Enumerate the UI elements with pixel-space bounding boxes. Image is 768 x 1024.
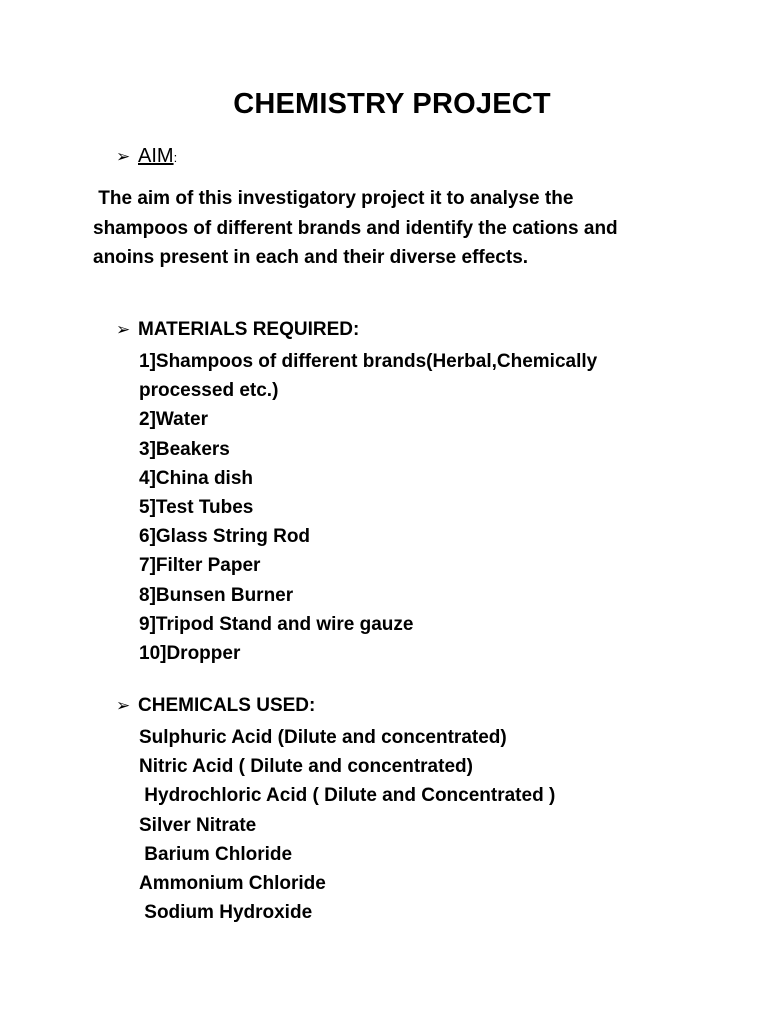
aim-colon: :: [173, 150, 178, 165]
list-item: Hydrochloric Acid ( Dilute and Concentrated ): [139, 785, 556, 807]
materials-heading: [116, 319, 359, 341]
aim-heading: [116, 145, 177, 168]
aim-paragraph: The aim of this investigatory project it to analyse the shampoos of different brands and identify the cations and anoins present in each and their diverse effects.: [93, 188, 618, 268]
list-item: Sodium Hydroxide: [139, 902, 313, 924]
list-item: 5]Test Tubes: [139, 497, 254, 519]
arrowhead-bullet-icon: ➢: [116, 320, 131, 339]
page-title: CHEMISTRY PROJECT: [233, 88, 551, 120]
list-item: 1]Shampoos of different brands(Herbal,Chemically: [139, 351, 598, 372]
list-item: Ammonium Chloride: [139, 873, 326, 895]
list-item: 6]Glass String Rod: [139, 526, 311, 548]
list-item: Barium Chloride: [139, 843, 293, 865]
arrowhead-bullet-icon: ➢: [116, 147, 131, 166]
list-item: 7]Filter Paper: [139, 555, 261, 577]
list-item: Nitric Acid ( Dilute and concentrated): [139, 756, 473, 778]
list-item: 8]Bunsen Burner: [139, 584, 294, 606]
list-item: 9]Tripod Stand and wire gauze: [139, 613, 414, 635]
arrowhead-bullet-icon: ➢: [116, 696, 131, 715]
chemicals-heading: [116, 695, 315, 717]
list-item: Sulphuric Acid (Dilute and concentrated): [139, 727, 507, 748]
list-item: processed etc.): [139, 380, 279, 402]
aim-label: AIM: [138, 145, 174, 167]
list-item: 4]China dish: [139, 467, 254, 489]
list-item: 2]Water: [139, 409, 208, 431]
list-item: 3]Beakers: [139, 438, 230, 460]
chemicals-heading-label: CHEMICALS USED:: [138, 695, 316, 716]
materials-heading-label: MATERIALS REQUIRED:: [138, 319, 360, 340]
materials-list: [139, 347, 597, 668]
list-item: Silver Nitrate: [139, 814, 257, 836]
list-item: 10]Dropper: [139, 643, 241, 665]
chemicals-list: [139, 723, 555, 927]
